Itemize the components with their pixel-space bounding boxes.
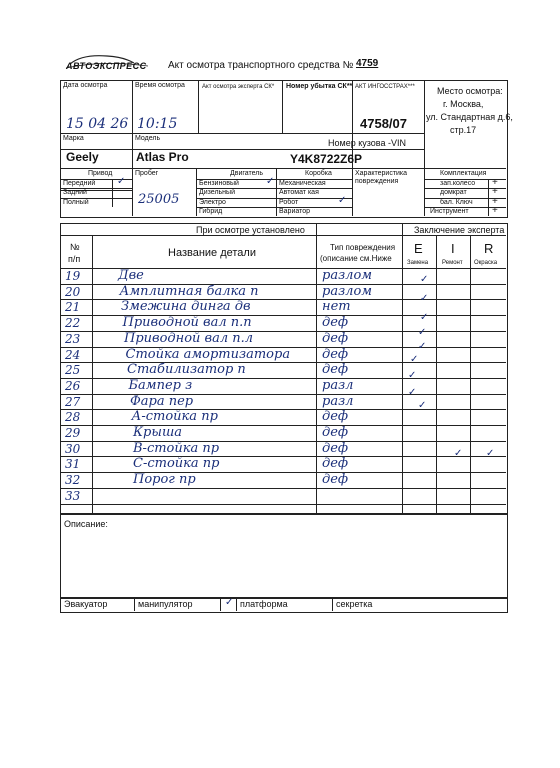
gearbox-opt-0: Механическая xyxy=(279,180,326,187)
row-part-name: Бампер з xyxy=(128,377,193,393)
footer-platform: платформа xyxy=(240,599,288,609)
check-icon: ✓ xyxy=(408,387,417,398)
table-row xyxy=(60,425,506,441)
equip-opt-2: бал. Ключ xyxy=(440,199,473,206)
row-number: 23 xyxy=(65,331,81,346)
row-number: 26 xyxy=(65,378,81,393)
row-number: 22 xyxy=(65,316,81,331)
description-label: Описание: xyxy=(64,519,108,529)
time-value: 10:15 xyxy=(137,116,178,132)
col-num: № xyxy=(70,242,80,252)
row-part-name: Стойка амортизатора xyxy=(125,346,291,362)
table-row xyxy=(60,456,506,472)
row-damage-type: деф xyxy=(322,315,349,331)
table-row xyxy=(60,331,506,347)
plus-icon: + xyxy=(492,186,498,197)
engine-opt-1: Дизельный xyxy=(199,189,235,196)
row-part-name: Амплитная балка п xyxy=(119,283,259,299)
table-row xyxy=(60,472,506,488)
ingos-label: АКТ ИНГОССТРАХ*** xyxy=(355,84,415,90)
row-damage-type: деф xyxy=(322,456,349,472)
row-damage-type: разлом xyxy=(322,268,373,283)
place-city: г. Москва, xyxy=(443,99,484,109)
row-damage-type: разлом xyxy=(322,283,373,299)
gearbox-label: Коробка xyxy=(305,170,332,177)
drive-check-icon: ✓ xyxy=(117,176,126,187)
conclusion-title: Заключение эксперта xyxy=(414,225,505,235)
row-number: 30 xyxy=(65,441,81,456)
equip-opt-3: Инструмент xyxy=(430,208,469,215)
model-value: Atlas Pro xyxy=(136,150,189,164)
plus-icon: + xyxy=(492,205,498,216)
col-damage-desc: (описание см.Ниже xyxy=(320,254,392,263)
check-icon: ✓ xyxy=(420,312,429,323)
loss-label: Номер убытка СК** xyxy=(286,83,353,90)
row-part-name: С-стойка пр xyxy=(133,456,220,472)
table-row xyxy=(60,488,506,504)
brand-value: Geely xyxy=(66,150,99,164)
row-part-name: Приводной вал п.п xyxy=(122,315,252,331)
table-row xyxy=(60,394,506,410)
row-number: 33 xyxy=(65,488,81,503)
act-number: 4759 xyxy=(356,58,379,69)
table-row xyxy=(60,378,506,394)
row-part-name: Порог пр xyxy=(133,472,196,488)
row-damage-type: деф xyxy=(322,362,349,378)
row-number: 24 xyxy=(65,347,81,362)
row-part-name: Фара пер xyxy=(130,393,194,409)
row-number: 19 xyxy=(65,269,81,283)
row-damage-type: деф xyxy=(322,330,349,346)
gearbox-opt-3: Вариатор xyxy=(279,208,311,215)
engine-label: Двигатель xyxy=(230,170,264,177)
row-number: 28 xyxy=(65,410,81,425)
place-street: ул. Стандартная д.6, xyxy=(426,112,513,122)
table-row xyxy=(60,362,506,378)
row-part-name: Приводной вал п.л xyxy=(124,330,254,346)
engine-opt-0: Бензиновый xyxy=(199,180,239,187)
col-damage-type: Тип повреждения xyxy=(330,243,396,252)
check-icon: ✓ xyxy=(418,327,427,338)
footer-secret: секретка xyxy=(336,599,373,609)
col-name: Название детали xyxy=(168,247,256,259)
row-damage-type: деф xyxy=(322,409,349,425)
row-damage-type: деф xyxy=(322,472,349,488)
check-icon: ✓ xyxy=(418,400,427,411)
footer-manipulator: манипулятор xyxy=(138,599,193,609)
gearbox-opt-1: Автомат кая xyxy=(279,189,319,196)
row-damage-type: деф xyxy=(322,346,349,362)
equip-label: Комплектация xyxy=(440,170,487,177)
row-part-name: Змежина динга дв xyxy=(121,299,251,315)
drive-opt-1: Задний xyxy=(63,189,87,196)
vin-value: Y4K8722Z6P xyxy=(290,152,363,166)
plus-icon: + xyxy=(492,196,498,207)
vin-label: Номер кузова -VIN xyxy=(328,138,406,148)
logo xyxy=(62,50,152,76)
check-icon: ✓ xyxy=(410,354,419,365)
table-row xyxy=(60,409,506,425)
ingos-value: 4758/07 xyxy=(360,116,407,131)
equip-opt-0: зап.колесо xyxy=(440,180,476,187)
col-replace: Замена xyxy=(407,260,429,266)
gearbox-check-icon: ✓ xyxy=(338,195,347,206)
col-paint: Окраска xyxy=(474,260,498,266)
date-value: 15 04 26 xyxy=(66,116,129,132)
table-row xyxy=(60,441,506,457)
col-r: R xyxy=(484,241,494,256)
time-label: Время осмотра xyxy=(135,82,185,89)
col-e: E xyxy=(414,241,423,256)
logo-text: АВТОЭКСПРЕСС xyxy=(66,61,147,71)
check-icon: ✓ xyxy=(420,293,429,304)
date-label: Дата осмотра xyxy=(63,82,108,89)
model-label: Модель xyxy=(135,135,161,142)
footer-evacuator: Эвакуатор xyxy=(64,599,108,609)
row-damage-type: нет xyxy=(322,299,351,315)
equip-opt-1: домкрат xyxy=(440,189,467,196)
mileage-label: Пробег xyxy=(135,170,159,177)
engine-opt-3: Гибрид xyxy=(199,208,223,215)
plus-icon: + xyxy=(492,177,498,188)
row-part-name: А-стойка пр xyxy=(131,409,218,425)
row-number: 25 xyxy=(65,363,81,378)
row-divider xyxy=(60,504,506,505)
row-damage-type: деф xyxy=(322,440,349,456)
drive-opt-2: Полный xyxy=(63,199,89,206)
row-part-name: Крыша xyxy=(133,425,183,440)
check-icon: ✓ xyxy=(420,274,429,285)
row-number: 21 xyxy=(65,300,81,315)
mileage-value: 25005 xyxy=(138,192,180,207)
damage-char-label: Характеристика повреждения xyxy=(355,170,408,185)
table-row xyxy=(60,347,506,363)
place-label: Место осмотра: xyxy=(437,86,503,96)
col-repair: Ремонт xyxy=(442,260,463,266)
row-part-name: В-стойка пр xyxy=(133,440,220,456)
act-title: Акт осмотра транспортного средства № xyxy=(168,60,354,71)
row-number: 27 xyxy=(65,394,81,409)
drive-opt-0: Передний xyxy=(63,180,96,187)
check-icon: ✓ xyxy=(418,341,427,352)
row-damage-type: разл xyxy=(322,393,354,409)
table-row xyxy=(60,299,506,315)
brand-label: Марка xyxy=(63,135,84,142)
table-row xyxy=(60,315,506,331)
place-building: стр.17 xyxy=(450,125,477,135)
table-row xyxy=(60,268,506,284)
check-icon: ✓ xyxy=(408,370,417,381)
description-box xyxy=(60,513,508,599)
gearbox-opt-2: Робот xyxy=(279,199,299,206)
row-part-name: Стабилизатор п xyxy=(127,362,246,378)
check-icon: ✓ xyxy=(486,448,495,459)
table-row xyxy=(60,284,506,300)
footer-check-icon: ✓ xyxy=(225,597,234,608)
row-number: 29 xyxy=(65,426,81,440)
engine-opt-2: Электро xyxy=(199,199,226,206)
row-number: 20 xyxy=(65,284,81,299)
row-number: 31 xyxy=(65,457,81,472)
drive-label: Привод xyxy=(88,170,113,177)
col-i: I xyxy=(451,241,455,256)
expert-label: Акт осмотра эксперта СК* xyxy=(202,84,275,90)
section-title: При осмотре установлено xyxy=(196,225,305,235)
col-num2: п/п xyxy=(68,254,81,264)
row-damage-type: разл xyxy=(322,377,354,393)
check-icon: ✓ xyxy=(454,448,463,459)
row-number: 32 xyxy=(65,473,81,488)
engine-check-icon: ✓ xyxy=(266,176,275,187)
row-damage-type: деф xyxy=(322,425,349,440)
row-part-name: Две xyxy=(118,268,144,283)
